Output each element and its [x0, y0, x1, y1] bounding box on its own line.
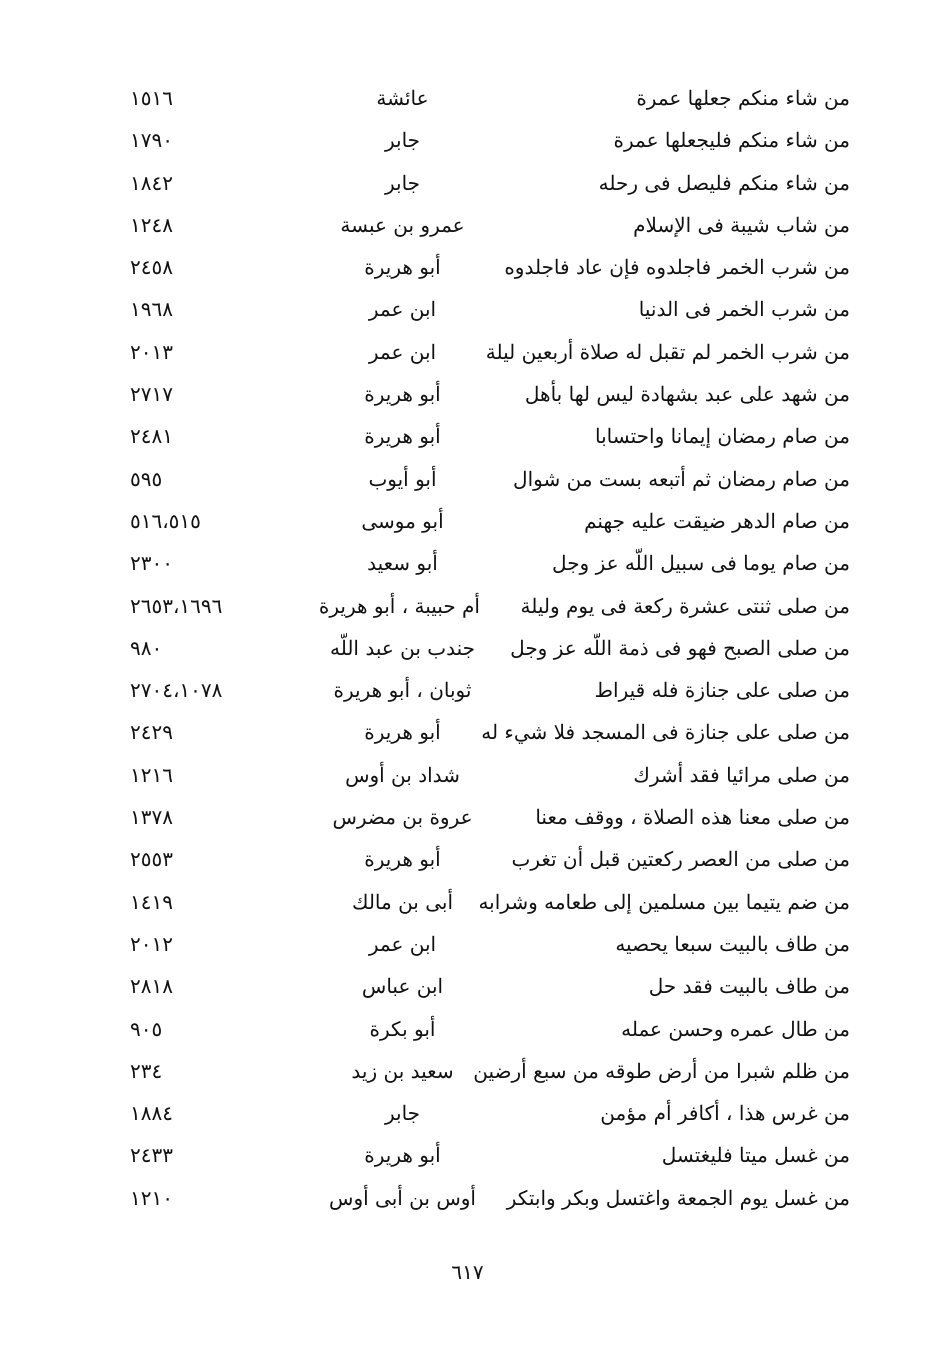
hadith-number: ٢٤٥٨: [130, 255, 173, 280]
hadith-text: من صلى ثنتى عشرة ركعة فى يوم وليلة: [520, 593, 850, 618]
hadith-number: ١٥١٦: [130, 86, 173, 110]
hadith-number: ١٢١٦: [130, 762, 173, 787]
narrator-name: أبى بن مالك: [351, 889, 454, 914]
narrator-name: ابن عباس: [361, 974, 444, 999]
hadith-number: ٢٠١٢: [130, 931, 173, 956]
narrator-name: أبو هريرة: [364, 382, 441, 407]
hadith-number: ٢٦٥٣،١٦٩٦: [130, 593, 223, 618]
hadith-text: من صام الدهر ضيقت عليه جهنم: [584, 508, 850, 533]
narrator-name: أبو هريرة: [364, 847, 441, 872]
narrator-name: جابر: [384, 1101, 421, 1126]
hadith-text: من ظلم شبرا من أرض طوقه من سبع أرضين: [473, 1058, 850, 1083]
hadith-number: ١٤١٩: [130, 889, 173, 914]
index-entry-row: [120, 1008, 850, 1050]
hadith-number: ٢٣٠٠: [130, 551, 173, 576]
index-entry-row: [120, 415, 850, 457]
narrator-name: أوس بن أبى أوس: [329, 1185, 476, 1210]
hadith-text: من صلى معنا هذه الصلاة ، ووقف معنا: [535, 805, 850, 830]
hadith-number: ٢٧٠٤،١٠٧٨: [130, 678, 223, 703]
index-entry-row: [120, 669, 850, 711]
narrator-name: أبو سعيد: [367, 551, 438, 576]
narrator-name: أبو هريرة: [364, 255, 441, 280]
hadith-text: من صلى الصبح فهو فى ذمة اللّه عز وجل: [510, 635, 850, 660]
hadith-index-list: [120, 77, 850, 1219]
hadith-number: ٥٩٥: [130, 466, 163, 491]
hadith-text: من شهد على عبد بشهادة ليس لها بأهل: [524, 382, 850, 407]
hadith-text: من غسل ميتا فليغتسل: [661, 1143, 850, 1168]
hadith-text: من غسل يوم الجمعة واغتسل وبكر وابتكر: [506, 1185, 850, 1210]
page-number: ٦١٧: [451, 1260, 484, 1284]
index-entry-row: [120, 1092, 850, 1134]
hadith-text: من شرب الخمر لم تقبل له صلاة أربعين ليلة: [485, 339, 850, 364]
hadith-number: ٩٠٥: [130, 1016, 163, 1041]
hadith-text: من ضم يتيما بين مسلمين إلى طعامه وشرابه: [478, 889, 850, 914]
hadith-number: ٩٨٠: [130, 635, 163, 660]
hadith-text: من صلى مرائيا فقد أشرك: [633, 762, 850, 787]
narrator-name: أبو هريرة: [364, 720, 441, 745]
narrator-name: عائشة: [376, 86, 429, 110]
hadith-number: ١٨٤٢: [130, 170, 173, 195]
index-entry-row: [120, 288, 850, 330]
hadith-number: ١٢١٠: [130, 1185, 173, 1210]
hadith-number: ١٣٧٨: [130, 805, 173, 830]
hadith-text: من صلى على جنازة فى المسجد فلا شيء له: [481, 720, 850, 745]
hadith-text: من شاء منكم فليصل فى رحله: [598, 170, 850, 195]
index-entry-row: [120, 204, 850, 246]
index-entry-row: [120, 1177, 850, 1219]
index-entry-row: [120, 458, 850, 500]
hadith-text: من طاف بالبيت سبعا يحصيه: [615, 931, 850, 956]
narrator-name: ابن عمر: [368, 297, 437, 322]
index-entry-row: [120, 119, 850, 161]
hadith-text: من طال عمره وحسن عمله: [621, 1016, 850, 1041]
narrator-name: أبو موسى: [361, 508, 444, 533]
hadith-number: ١٧٩٠: [130, 128, 173, 153]
index-entry-row: [120, 754, 850, 796]
hadith-text: من شرب الخمر فاجلدوه فإن عاد فاجلدوه: [504, 255, 850, 280]
index-entry-row: [120, 1050, 850, 1092]
hadith-text: من صلى على جنازة فله قيراط: [594, 678, 850, 703]
narrator-name: ابن عمر: [368, 931, 437, 956]
index-entry-row: [120, 162, 850, 204]
index-entry-row: [120, 965, 850, 1007]
index-entry-row: [120, 585, 850, 627]
index-entry-row: [120, 796, 850, 838]
hadith-text: من شرب الخمر فى الدنيا: [638, 297, 850, 322]
narrator-name: أبو أيوب: [368, 466, 437, 491]
hadith-number: ٥١٦،٥١٥: [130, 508, 201, 533]
hadith-number: ٢٤٢٩: [130, 720, 173, 745]
index-entry-row: [120, 542, 850, 584]
narrator-name: جابر: [384, 128, 421, 153]
hadith-number: ٢٤٣٣: [130, 1143, 173, 1168]
hadith-text: من شاء منكم فليجعلها عمرة: [613, 128, 850, 153]
hadith-text: من طاف بالبيت فقد حل: [648, 974, 850, 999]
narrator-name: أبو بكرة: [369, 1016, 436, 1041]
index-entry-row: [120, 923, 850, 965]
index-entry-row: [120, 331, 850, 373]
narrator-name: عروة بن مضرس: [332, 805, 473, 830]
hadith-text: من صلى من العصر ركعتين قبل أن تغرب: [511, 847, 850, 872]
hadith-number: ١٢٤٨: [130, 212, 173, 237]
hadith-text: من صام رمضان إيمانا واحتسابا: [595, 424, 850, 449]
narrator-name: شداد بن أوس: [345, 762, 460, 787]
index-entry-row: [120, 627, 850, 669]
narrator-name: أبو هريرة: [364, 424, 441, 449]
hadith-text: من صام يوما فى سبيل اللّه عز وجل: [552, 551, 850, 576]
narrator-name: سعيد بن زيد: [351, 1058, 454, 1083]
hadith-text: من صام رمضان ثم أتبعه بست من شوال: [513, 466, 850, 491]
narrator-name: أم حبيبة ، أبو هريرة: [318, 593, 480, 618]
hadith-number: ٢٥٥٣: [130, 847, 173, 872]
index-entry-row: [120, 1134, 850, 1176]
index-entry-row: [120, 881, 850, 923]
hadith-number: ٢٠١٣: [130, 339, 173, 364]
narrator-name: ثوبان ، أبو هريرة: [333, 678, 472, 703]
narrator-name: عمرو بن عبسة: [340, 212, 465, 237]
index-entry-row: [120, 246, 850, 288]
hadith-text: من غرس هذا ، أكافر أم مؤمن: [600, 1101, 850, 1126]
hadith-number: ١٨٨٤: [130, 1101, 173, 1126]
index-entry-row: [120, 838, 850, 880]
narrator-name: ابن عمر: [368, 339, 437, 364]
hadith-number: ١٩٦٨: [130, 297, 173, 322]
hadith-number: ٢٨١٨: [130, 974, 173, 999]
narrator-name: أبو هريرة: [364, 1143, 441, 1168]
hadith-text: من شاء منكم جعلها عمرة: [636, 86, 850, 110]
narrator-name: جابر: [384, 170, 421, 195]
index-entry-row: [120, 373, 850, 415]
hadith-number: ٢٤٨١: [130, 424, 173, 449]
index-entry-row: [120, 77, 850, 119]
index-entry-row: [120, 711, 850, 753]
hadith-number: ٢٧١٧: [130, 382, 173, 407]
hadith-text: من شاب شيبة فى الإسلام: [633, 212, 850, 237]
index-entry-row: [120, 500, 850, 542]
hadith-number: ٢٣٤: [130, 1058, 163, 1083]
narrator-name: جندب بن عبد اللّه: [329, 635, 476, 660]
